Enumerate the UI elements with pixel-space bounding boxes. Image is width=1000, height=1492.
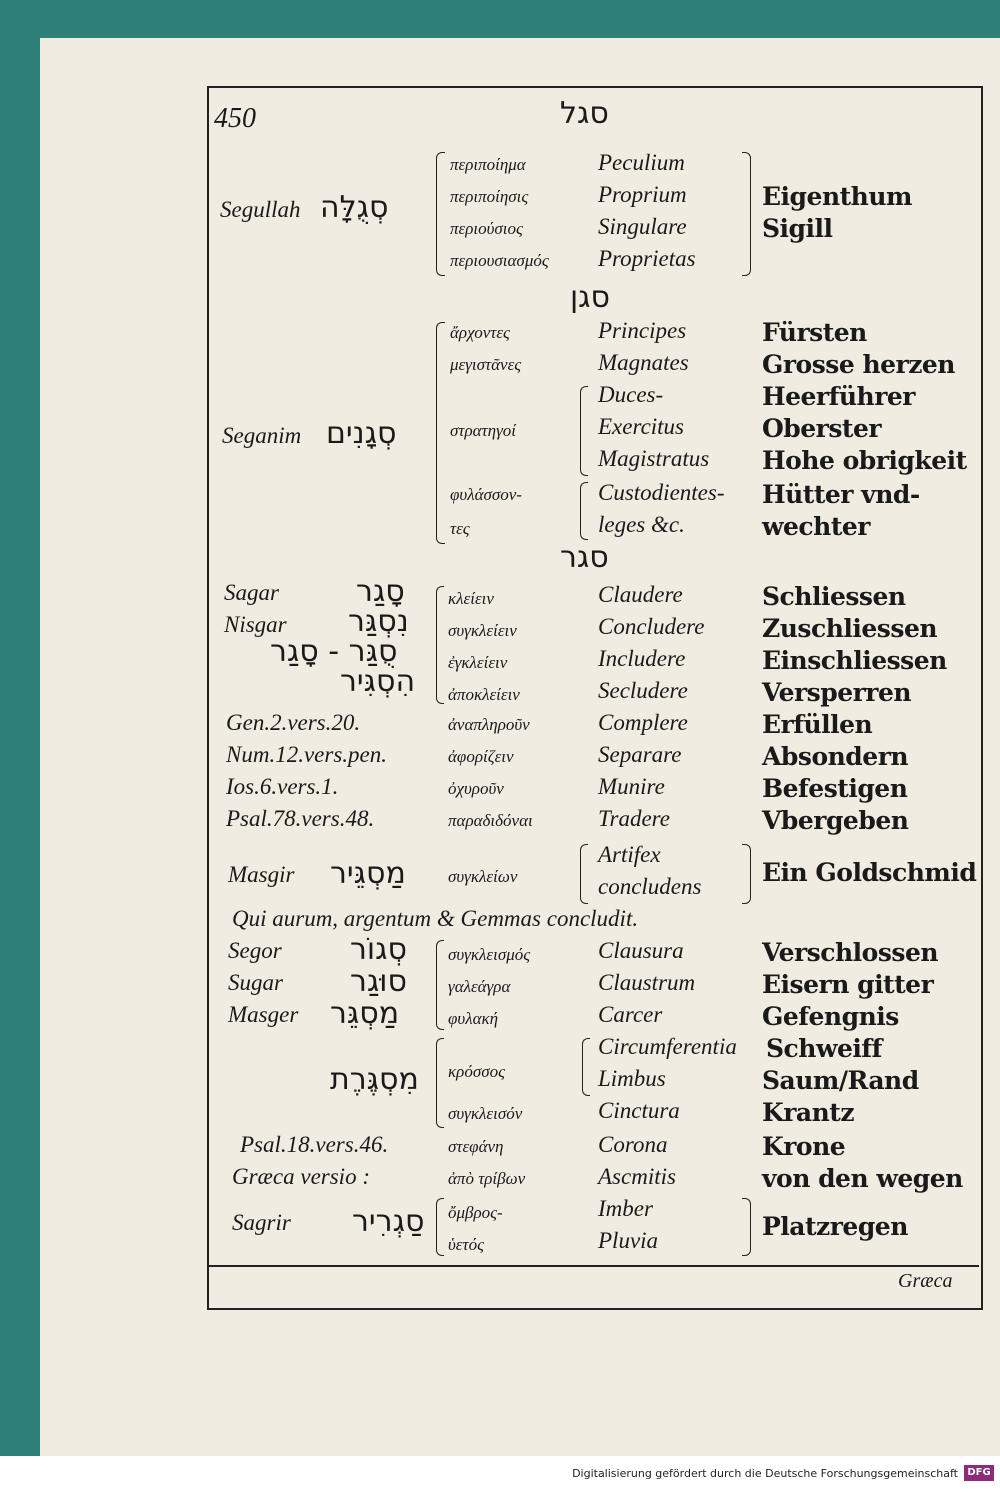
- greek-phylasson: φυλάσσον-: [450, 485, 522, 504]
- translit-sugar: Sugar: [228, 970, 283, 995]
- heading-sgn: סגן: [570, 280, 611, 315]
- greek-krossos: κρόσσος: [448, 1062, 505, 1081]
- german-eigenthum: Eigenthum: [762, 182, 912, 211]
- ref-num: Num.12.vers.pen.: [226, 742, 387, 767]
- translit-sagrir: Sagrir: [232, 1210, 291, 1235]
- latin-limbus: Limbus: [598, 1066, 666, 1091]
- greek-stephane: στεφάνη: [448, 1137, 504, 1156]
- german-krantz: Krantz: [762, 1098, 855, 1127]
- ref-psal78: Psal.78.vers.48.: [226, 806, 375, 831]
- brace-seganim-left: [436, 322, 445, 544]
- german-vbergeben: Vbergeben: [762, 806, 909, 835]
- greek-hyetos: ὑετός: [448, 1235, 484, 1254]
- german-eisern-gitter: Eisern gitter: [762, 970, 934, 999]
- latin-concludens: concludens: [598, 874, 702, 899]
- latin-claudere: Claudere: [598, 582, 683, 607]
- german-erfuellen: Erfüllen: [762, 710, 873, 739]
- latin-singulare: Singulare: [598, 214, 687, 239]
- footer-credit: Digitalisierung gefördert durch die Deutsche Forschungsgemeinschaft: [572, 1467, 958, 1480]
- latin-principes: Principes: [598, 318, 687, 343]
- german-krone: Krone: [762, 1132, 846, 1161]
- german-befestigen: Befestigen: [762, 774, 908, 803]
- catchword: Græca: [898, 1270, 953, 1292]
- hebrew-seganim: סְגָנִים: [326, 416, 397, 451]
- german-fuersten: Fürsten: [762, 318, 867, 347]
- german-einschliessen: Einschliessen: [762, 646, 947, 675]
- latin-proprietas: Proprietas: [598, 246, 696, 271]
- latin-includere: Includere: [598, 646, 686, 671]
- latin-peculium: Peculium: [598, 150, 685, 175]
- latin-complere: Complere: [598, 710, 688, 735]
- hebrew-masgir: מַסְגֵּיר: [330, 856, 406, 891]
- latin-concludere: Concludere: [598, 614, 705, 639]
- greek-paradidonai: παραδιδόναι: [448, 811, 533, 830]
- german-hohe-obrigkeit: Hohe obrigkeit: [762, 446, 967, 475]
- greek-tes: τες: [450, 519, 470, 538]
- german-grosse-herzen: Grosse herzen: [762, 350, 955, 379]
- latin-leges: leges &c.: [598, 512, 685, 537]
- hebrew-nisgar: נִסְגַּר: [348, 604, 409, 639]
- brace-segullah-left: [436, 152, 445, 276]
- translit-segullah: Segullah: [220, 197, 301, 222]
- translit-masger: Masger: [228, 1002, 299, 1027]
- greek-phylake: φυλακή: [448, 1009, 499, 1028]
- latin-exercitus: Exercitus: [598, 414, 685, 439]
- graeca-versio-label: Græca versio :: [232, 1164, 370, 1189]
- latin-circumferentia: Circumferentia: [598, 1034, 737, 1059]
- german-schweiff: Schweiff: [766, 1034, 882, 1063]
- hebrew-segor: סְגוֹר: [350, 932, 407, 967]
- greek-1: περιποίημα: [450, 155, 526, 174]
- hebrew-misgeret: מִסְגֶּרֶת: [330, 1062, 419, 1097]
- brace-sagrir-right: [742, 1198, 751, 1256]
- page-number: 450: [214, 103, 256, 134]
- hebrew-sagrir: סַגְרִיר: [352, 1204, 425, 1239]
- greek-apokleiein: ἀποκλείειν: [448, 685, 520, 704]
- greek-strategoi: στρατηγοί: [450, 421, 516, 440]
- latin-magistratus: Magistratus: [598, 446, 710, 471]
- german-wechter: wechter: [762, 512, 870, 541]
- hebrew-sagar: סָגַר: [356, 574, 405, 609]
- translit-masgir: Masgir: [228, 862, 295, 887]
- brace-circumferentia: [582, 1038, 590, 1096]
- german-oberster: Oberster: [762, 414, 882, 443]
- greek-4: περιουσιασμός: [450, 251, 549, 270]
- running-head: סגל: [560, 96, 609, 131]
- greek-kleiein: κλείειν: [448, 589, 494, 608]
- greek-ochyroun: ὀχυροῦν: [448, 779, 504, 798]
- greek-megistanes: μεγιστᾶνες: [450, 355, 522, 374]
- german-saum-rand: Saum/Rand: [762, 1066, 919, 1095]
- brace-segullah-right: [742, 152, 751, 276]
- latin-munire: Munire: [598, 774, 665, 799]
- german-huetter: Hütter vnd-: [762, 480, 920, 509]
- german-absondern: Absondern: [762, 742, 909, 771]
- latin-carcer: Carcer: [598, 1002, 663, 1027]
- greek-synkleison: συγκλεισόν: [448, 1104, 523, 1123]
- greek-aphorizein: ἀφορίζειν: [448, 747, 514, 766]
- greek-3: περιούσιος: [450, 219, 523, 238]
- latin-cinctura: Cinctura: [598, 1098, 680, 1123]
- greek-synkleiein: συγκλείειν: [448, 621, 517, 640]
- german-von-den-wegen: von den wegen: [762, 1164, 963, 1193]
- greek-anapleroun: ἀναπληροῦν: [448, 715, 530, 734]
- frame-bottom-rule: [207, 1265, 979, 1267]
- latin-corona: Corona: [598, 1132, 668, 1157]
- ref-ios: Ios.6.vers.1.: [226, 774, 339, 799]
- latin-custodientes: Custodientes-: [598, 480, 725, 505]
- brace-segor: [436, 940, 444, 1030]
- note-line: Qui aurum, argentum & Gemmas concludit.: [232, 906, 639, 931]
- german-platzregen: Platzregen: [762, 1212, 908, 1241]
- hebrew-sugar: סוּגַר: [350, 964, 407, 999]
- translit-segor: Segor: [228, 938, 282, 963]
- translit-sagar: Sagar: [224, 580, 279, 605]
- latin-claustrum: Claustrum: [598, 970, 696, 995]
- translit-nisgar: Nisgar: [224, 612, 287, 637]
- latin-proprium: Proprium: [598, 182, 687, 207]
- german-goldschmid: Ein Goldschmid: [762, 858, 977, 887]
- heading-sgr: סגר: [560, 540, 609, 575]
- digitization-footer: [0, 1456, 1000, 1492]
- german-versperren: Versperren: [762, 678, 912, 707]
- ref-psal18: Psal.18.vers.46.: [240, 1132, 389, 1157]
- latin-imber: Imber: [598, 1196, 653, 1221]
- greek-synkleismos: συγκλεισμός: [448, 945, 531, 964]
- german-verschlossen: Verschlossen: [762, 938, 939, 967]
- german-heerfuehrer: Heerführer: [762, 382, 915, 411]
- german-gefengnis: Gefengnis: [762, 1002, 899, 1031]
- german-schliessen: Schliessen: [762, 582, 906, 611]
- greek-apo-tribon: ἀπὸ τρίβων: [448, 1169, 526, 1188]
- brace-sagar: [436, 586, 444, 704]
- greek-2: περιποίησις: [450, 187, 529, 206]
- hebrew-suggar: סֻגַּר - סָגַר: [270, 634, 398, 669]
- hebrew-masger: מַסְגֵּר: [330, 996, 400, 1031]
- latin-separare: Separare: [598, 742, 682, 767]
- latin-artifex: Artifex: [598, 842, 661, 867]
- greek-ombros: ὄμβρος-: [448, 1203, 503, 1222]
- latin-clausura: Clausura: [598, 938, 684, 963]
- greek-archontes: ἄρχοντες: [450, 323, 510, 342]
- latin-pluvia: Pluvia: [598, 1228, 659, 1253]
- brace-sagrir-left: [436, 1198, 444, 1256]
- greek-galeagra: γαλεάγρα: [448, 977, 511, 996]
- hebrew-segullah: סְגֻלָּה: [320, 190, 389, 225]
- latin-tradere: Tradere: [598, 806, 670, 831]
- translit-seganim: Seganim: [222, 423, 302, 448]
- german-zuschliessen: Zuschliessen: [762, 614, 938, 643]
- brace-masgir-right: [742, 844, 751, 904]
- latin-duces: Duces-: [598, 382, 664, 407]
- ref-gen: Gen.2.vers.20.: [226, 710, 361, 735]
- brace-duces: [580, 386, 588, 476]
- german-sigill: Sigill: [762, 214, 833, 243]
- greek-enkleiein: ἐγκλείειν: [448, 653, 508, 672]
- brace-misgeret: [436, 1038, 444, 1128]
- latin-secludere: Secludere: [598, 678, 688, 703]
- dfg-logo: DFG: [964, 1465, 994, 1481]
- brace-masgir-left: [580, 844, 588, 904]
- hebrew-hisgir: הִסְגִּיר: [340, 664, 416, 699]
- latin-ascmitis: Ascmitis: [598, 1164, 676, 1189]
- latin-magnates: Magnates: [598, 350, 689, 375]
- greek-synkleion: συγκλείων: [448, 867, 518, 886]
- brace-custodientes: [580, 482, 588, 540]
